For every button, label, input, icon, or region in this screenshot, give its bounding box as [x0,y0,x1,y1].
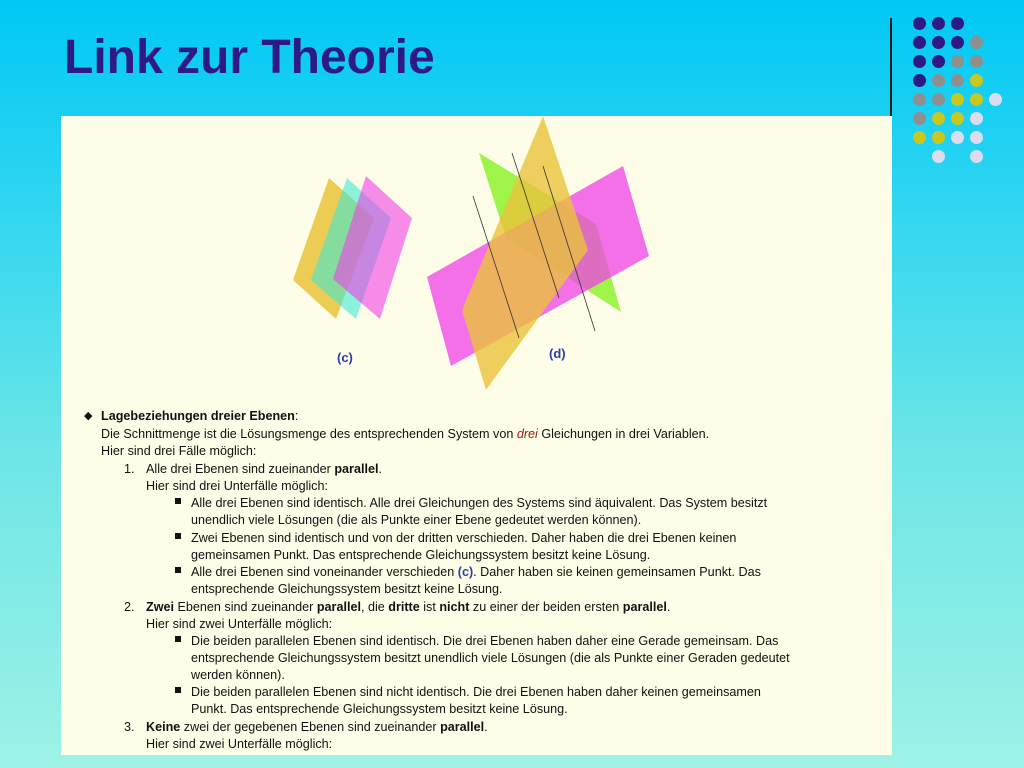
case-1-item-3-text-b: . Daher haben sie keinen gemeinsamen Punkt. Das [473,565,761,579]
dot [970,74,983,87]
dot [951,55,964,68]
bullet-square-icon [175,498,181,504]
case-3-w1: Keine [146,720,181,734]
case-3-w4: . [484,720,488,734]
case-2-sub: Hier sind zwei Unterfälle möglich: [146,617,333,631]
dot [951,131,964,144]
case-3-line [146,719,488,736]
figure-c-parallel-planes [293,176,412,319]
dot [932,74,945,87]
case-1-item-3-text-a: Alle drei Ebenen sind voneinander verschieden [191,565,458,579]
case-2-w2: Ebenen sind zueinander [174,600,317,614]
case-2-item-2-line-1: Die beiden parallelen Ebenen sind nicht identisch. Die drei Ebenen haben daher keinen gemeinsamen [191,685,761,699]
case-3-w3: parallel [440,720,485,734]
case-2-item-2-line-2: Punkt. Das entsprechende Gleichungssystem besitzt keine Lösung. [191,702,568,716]
case-3-number: 3. [124,720,135,734]
case-1-item-3-line-2: entsprechende Gleichungssystem besitzt keine Lösung. [191,582,503,596]
dot [913,93,926,106]
case-1-text-a: Alle drei Ebenen sind zueinander [146,462,335,476]
case-1-text-c: . [378,462,382,476]
intro-text-b: Gleichungen in drei Variablen. [537,427,710,441]
dot [913,36,926,49]
dot [951,36,964,49]
intro-emphasis: drei [516,427,538,441]
dot [913,112,926,125]
case-2-w8: zu einer der beiden ersten [469,600,623,614]
intro-text-a: Die Schnittmenge ist die Lösungsmenge des entsprechenden System von [101,427,517,441]
case-2-w6: ist [419,600,440,614]
bullet-square-icon [175,567,181,573]
dot [932,17,945,30]
dot [951,112,964,125]
slide-title: Link zur Theorie [64,31,435,84]
dot [932,150,945,163]
heading-line [101,408,298,425]
case-1-text-b: parallel [334,462,379,476]
case-2-w4: , die [360,600,389,614]
heading-colon: : [294,409,299,423]
dot [951,93,964,106]
section-heading: Lagebeziehungen dreier Ebenen [101,409,295,423]
case-1-item-3-ref: (c) [457,565,474,579]
intro-line-2: Hier sind drei Fälle möglich: [101,444,257,458]
content-panel [61,116,892,755]
case-2-w1: Zwei [146,600,174,614]
case-1-line [146,461,382,478]
dot [970,112,983,125]
case-2-number: 2. [124,600,135,614]
case-1-item-3-line-1 [191,564,761,581]
case-2-w9: parallel [622,600,667,614]
dot [913,17,926,30]
case-2-item-1-line-2: entsprechende Gleichungssystem besitzt unendlich viele Lösungen (die als Punkte einer Geraden gedeutet [191,651,790,665]
dot [932,55,945,68]
dot [989,93,1002,106]
case-3-sub: Hier sind zwei Unterfälle möglich: [146,737,333,751]
dot [932,131,945,144]
dot [951,17,964,30]
bullet-diamond-icon: ◆ [84,410,93,422]
bullet-square-icon [175,636,181,642]
figure-label-c: (c) [337,350,353,365]
case-2-w5: dritte [388,600,420,614]
case-2-item-1-line-3: werden können). [191,668,285,682]
dot [913,74,926,87]
dot [970,131,983,144]
planes-figure [61,116,892,406]
dot [970,55,983,68]
intro-line [101,426,709,443]
bullet-square-icon [175,687,181,693]
case-2-line [146,599,670,616]
case-1-number: 1. [124,462,135,476]
case-2-w10: . [666,600,671,614]
planes-illustration [61,116,892,406]
dot [970,93,983,106]
figure-label-d: (d) [549,346,566,361]
dot [932,93,945,106]
case-1-item-2-line-2: gemeinsamen Punkt. Das entsprechende Gleichungssystem besitzt keine Lösung. [191,548,651,562]
dot [932,36,945,49]
case-1-item-2-line-1: Zwei Ebenen sind identisch und von der dritten verschieden. Daher haben die drei Ebenen keinen [191,531,737,545]
dot [970,36,983,49]
figure-d-intersecting-planes [427,116,649,390]
bullet-square-icon [175,533,181,539]
dot [913,55,926,68]
case-3-w2: zwei der gegebenen Ebenen sind zueinander [180,720,441,734]
case-2-w3: parallel [316,600,361,614]
dot [970,150,983,163]
case-1-item-1-line-2: unendlich viele Lösungen (die als Punkte einer Ebene gedeutet werden können). [191,513,642,527]
dot [932,112,945,125]
case-1-item-1-line-1: Alle drei Ebenen sind identisch. Alle drei Gleichungen des Systems sind äquivalent. Das System besitzt [191,496,768,510]
case-2-w7: nicht [439,600,470,614]
case-1-sub: Hier sind drei Unterfälle möglich: [146,479,328,493]
case-2-item-1-line-1: Die beiden parallelen Ebenen sind identisch. Die drei Ebenen haben daher eine Gerade gemeinsam. Das [191,634,779,648]
dot [913,131,926,144]
dot [951,74,964,87]
